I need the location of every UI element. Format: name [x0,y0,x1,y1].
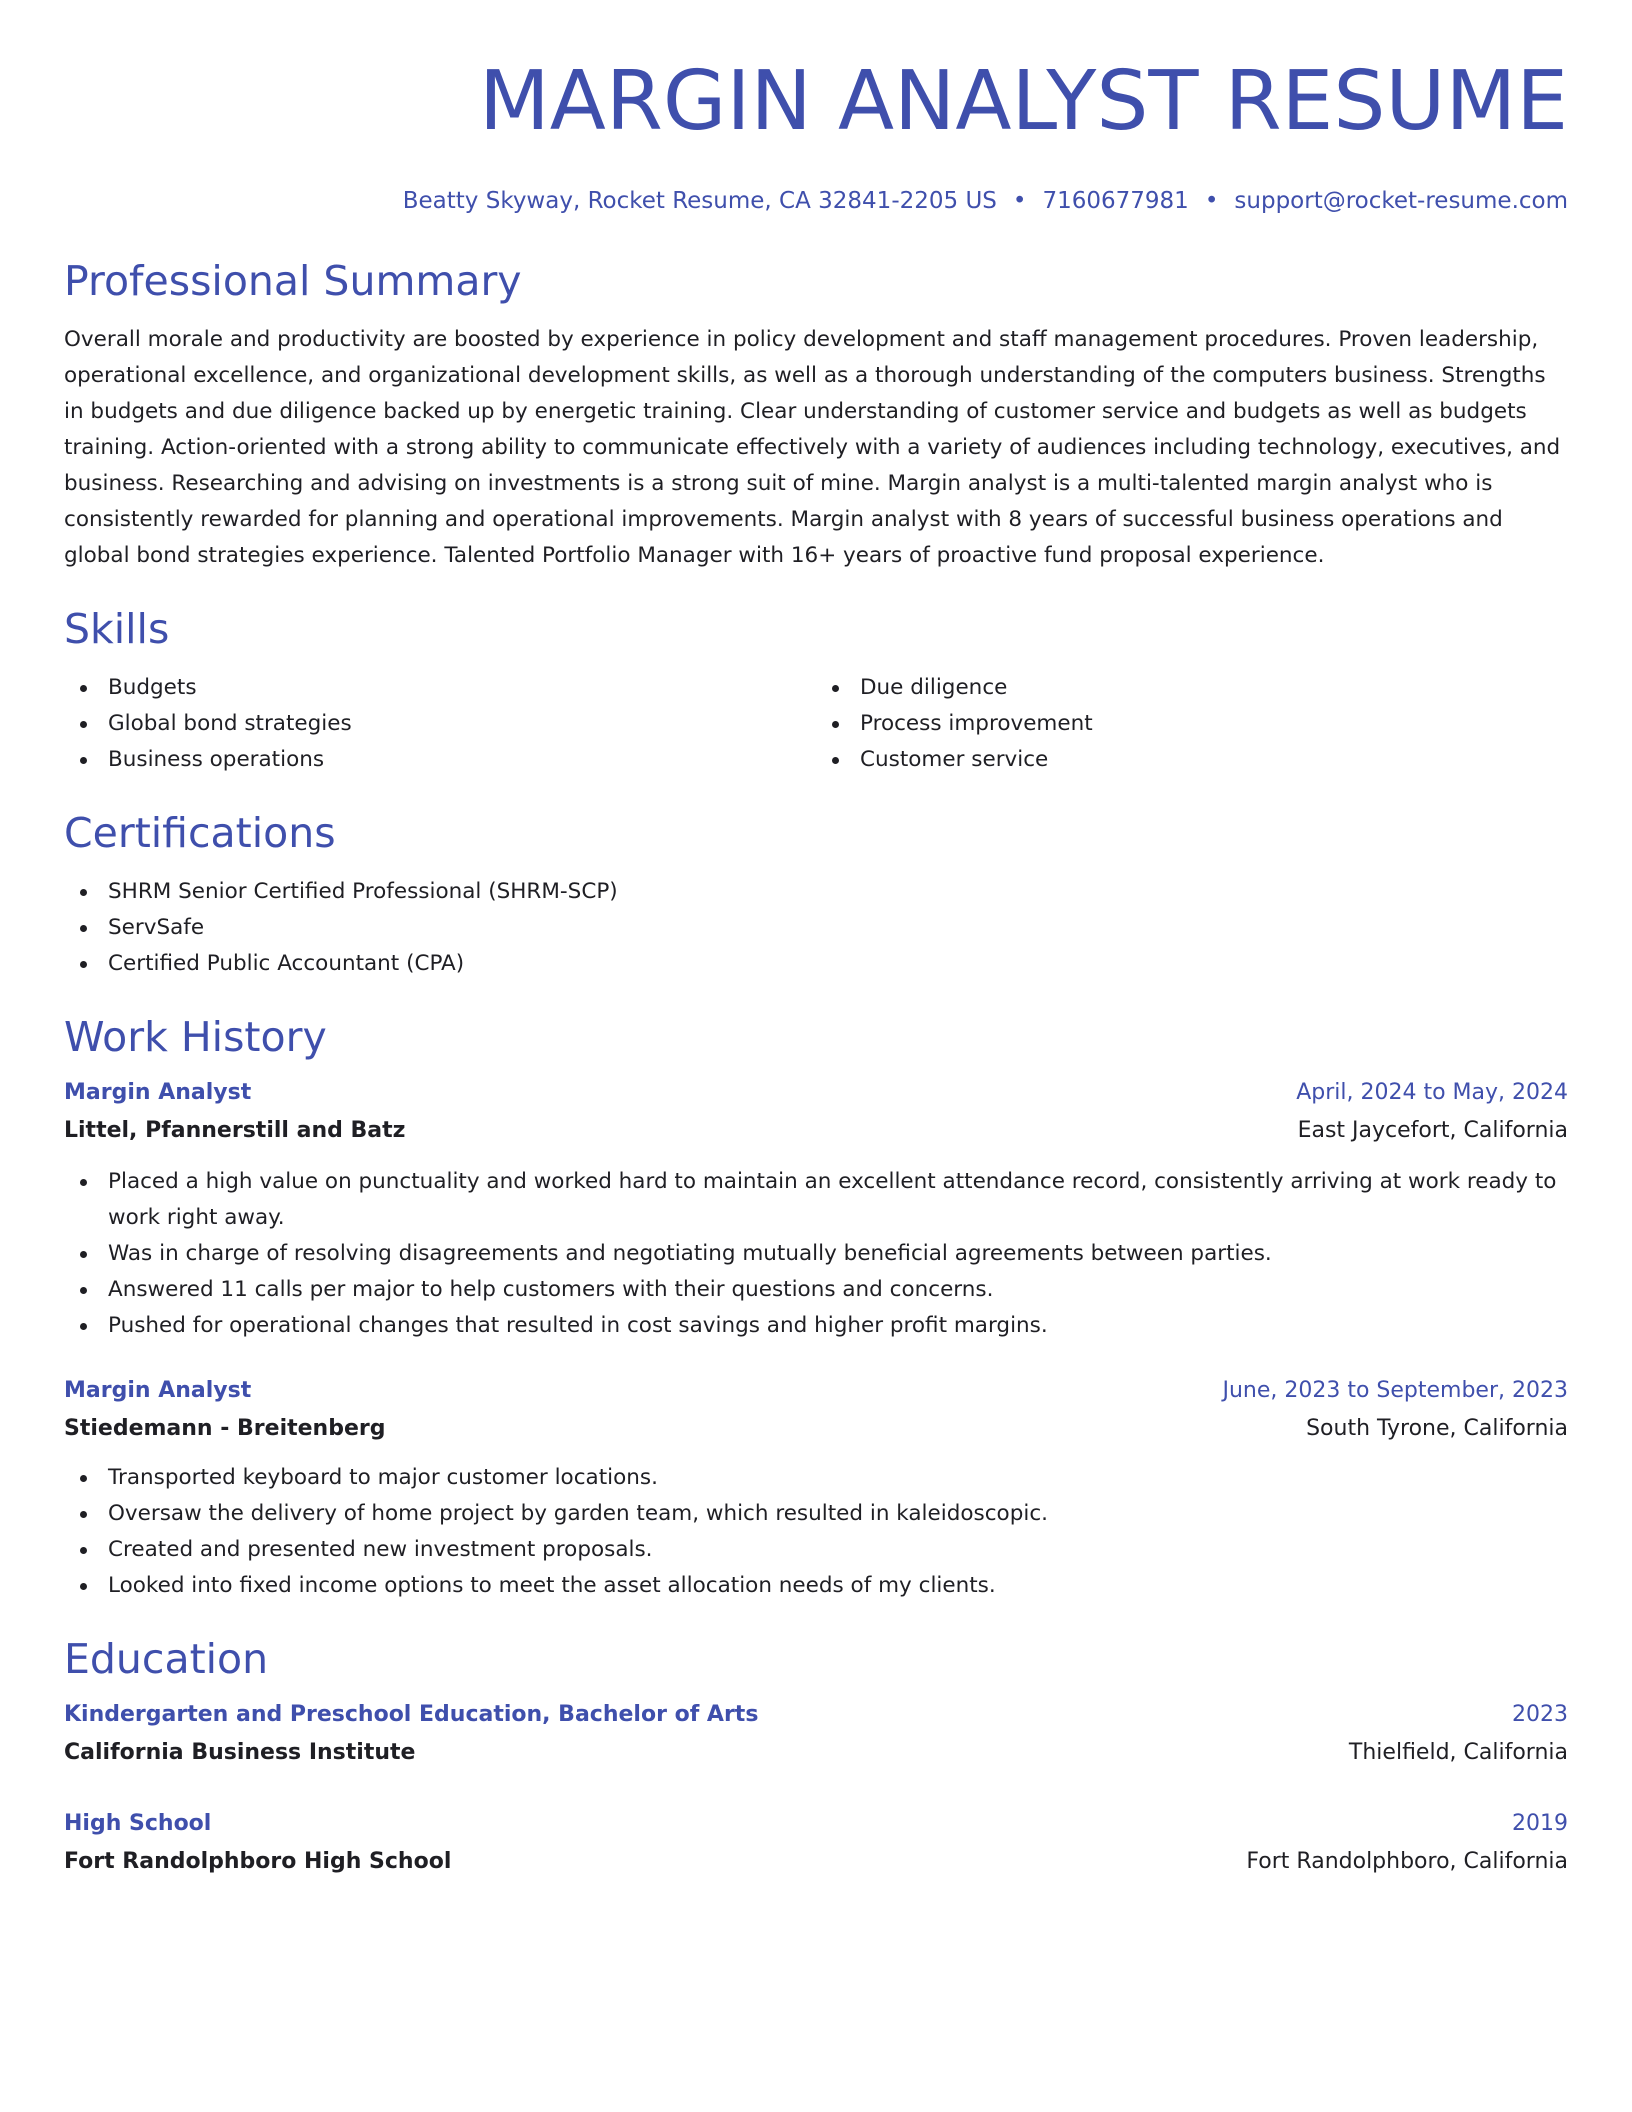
skills-list [64,670,1568,778]
job-location: South Tyrone, California [1306,1416,1568,1441]
certifications-list [64,874,1568,982]
work-history-heading: Work History [64,1013,327,1061]
job-dates: April, 2024 to May, 2024 [1296,1080,1568,1105]
job-company: Littel, Pfannerstill and Batz [64,1118,406,1143]
education-school: Fort Randolphboro High School [64,1849,452,1874]
job-bullet: Was in charge of resolving disagreements and negotiating mutually beneficial agreements between parties. [64,1236,1568,1272]
job-role: Margin Analyst [64,1080,252,1105]
job-bullet: Pushed for operational changes that resulted in cost savings and higher profit margins. [64,1308,1568,1344]
education-location: Fort Randolphboro, California [1246,1849,1568,1874]
summary-text: Overall morale and productivity are boosted by experience in policy development and staff management procedures. Proven leadership, operational excellence, and organizational development skills, as well as a thorough understanding of the computers business. Strengths in budgets and due diligence backed up by energetic training. Clear understanding of customer service and budgets as well as budgets training. Action-oriented with a strong ability to communicate effectively with a variety of audiences including technology, executives, and business. Researching and advising on investments is a strong suit of mine. Margin analyst is a multi-talented margin analyst who is consistently rewarded for planning and operational improvements. Margin analyst with 8 years of successful business operations and global bond strategies experience. Talented Portfolio Manager with 16+ years of proactive fund proposal experience. [64,327,1561,568]
certification-item: Certified Public Accountant (CPA) [64,946,1568,982]
skill-item: Process improvement [816,706,1568,742]
job-bullet: Transported keyboard to major customer locations. [64,1460,1568,1496]
contact-phone[interactable]: 7160677981 [1042,188,1189,214]
skill-item: Global bond strategies [64,706,816,742]
skill-item: Business operations [64,742,816,778]
certification-item: ServSafe [64,910,1568,946]
certification-item: SHRM Senior Certified Professional (SHRM-SCP) [64,874,1568,910]
education-heading: Education [64,1635,269,1683]
contact-separator: • [1012,188,1027,214]
resume-title: MARGIN ANALYST RESUME [479,54,1568,149]
contact-line [64,186,1568,216]
job-bullet: Oversaw the delivery of home project by garden team, which resulted in kaleidoscopic. [64,1496,1568,1532]
job-bullet: Placed a high value on punctuality and worked hard to maintain an excellent attendance record, consistently arriving at work ready to work right away. [64,1164,1568,1236]
education-degree: High School [64,1811,212,1836]
skills-heading: Skills [64,605,170,653]
job-bullets [64,1164,1568,1344]
education-entry [64,1805,1568,1881]
education-year: 2019 [1512,1811,1568,1836]
job-bullets [64,1460,1568,1604]
job-entry [64,1372,1568,1604]
job-dates: June, 2023 to September, 2023 [1222,1378,1568,1403]
job-company: Stiedemann - Breitenberg [64,1416,386,1441]
contact-email[interactable]: support@rocket-resume.com [1234,188,1568,214]
job-location: East Jaycefort, California [1297,1118,1568,1143]
education-year: 2023 [1512,1702,1568,1727]
contact-separator: • [1204,188,1219,214]
education-entry [64,1696,1568,1772]
skill-item: Budgets [64,670,816,706]
certifications-heading: Certifications [64,809,336,857]
job-entry [64,1074,1568,1344]
skill-item: Customer service [816,742,1568,778]
job-bullet: Created and presented new investment proposals. [64,1532,1568,1568]
skills-column-right [816,670,1568,778]
job-bullet: Answered 11 calls per major to help customers with their questions and concerns. [64,1272,1568,1308]
job-bullet: Looked into fixed income options to meet the asset allocation needs of my clients. [64,1568,1568,1604]
skill-item: Due diligence [816,670,1568,706]
contact-address: Beatty Skyway, Rocket Resume, CA 32841-2205 US [402,188,997,214]
summary-heading: Professional Summary [64,257,522,305]
education-degree: Kindergarten and Preschool Education, Bachelor of Arts [64,1702,759,1727]
job-role: Margin Analyst [64,1378,252,1403]
skills-column-left [64,670,816,778]
education-location: Thielfield, California [1348,1740,1568,1765]
education-school: California Business Institute [64,1740,416,1765]
